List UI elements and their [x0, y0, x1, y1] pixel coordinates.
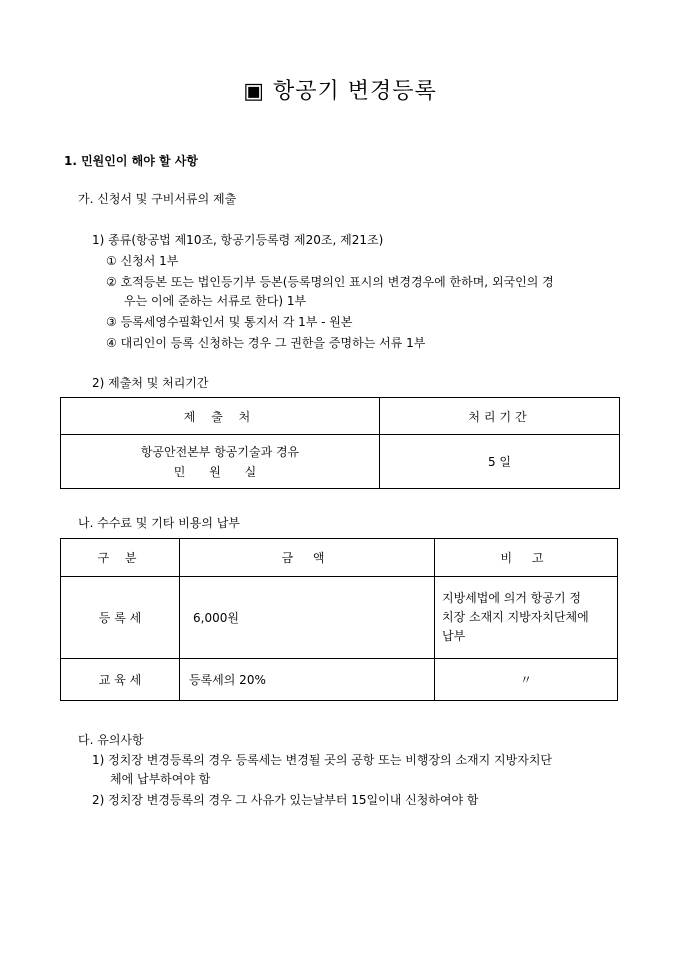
office-line2: 민 원 실 [173, 465, 267, 479]
doc-item-proxy-proof: ④ 대리인이 등록 신청하는 경우 그 권한을 증명하는 서류 1부 [106, 336, 426, 350]
fee-amount-education: 등록세의 20% [180, 659, 435, 701]
note-item-2: 2) 정치장 변경등록의 경우 그 사유가 있는날부터 15일이내 신청하여야 함 [92, 793, 479, 807]
document-types-label: 1) 종류(항공법 제10조, 항공기등록령 제20조, 제21조) [92, 233, 384, 247]
section-heading: 1. 민원인이 해야 할 사항 [64, 154, 198, 168]
header-type: 구 분 [61, 539, 180, 577]
note-line: 치장 소재지 지방자치단체에 [442, 610, 589, 624]
doc-item-tax-receipt: ③ 등록세영수필확인서 및 통지서 각 1부 - 원본 [106, 315, 353, 329]
header-amount: 금 액 [180, 539, 435, 577]
doc-item-application: ① 신청서 1부 [106, 254, 179, 268]
header-note: 비 고 [435, 539, 618, 577]
submission-office-label: 2) 제출처 및 처리기간 [92, 376, 209, 390]
subsection-heading-submission: 가. 신청서 및 구비서류의 제출 [78, 192, 237, 206]
subsection-heading-notes: 다. 유의사항 [78, 733, 144, 747]
office-cell [61, 435, 380, 489]
doc-item-registry-copy-cont: 우는 이에 준하는 서류로 한다) 1부 [124, 294, 307, 308]
fee-type-education: 교 육 세 [61, 659, 180, 701]
note-item-1: 1) 정치장 변경등록의 경우 등록세는 변경될 곳의 공항 또는 비행장의 소재지 지방자치단 [92, 753, 552, 767]
fee-amount-registration: 6,000원 [180, 577, 435, 659]
header-period: 처리기간 [380, 398, 620, 435]
note-line: 지방세법에 의거 항공기 정 [442, 591, 581, 605]
subsection-heading-fees: 나. 수수료 및 기타 비용의 납부 [78, 516, 240, 530]
header-office: 제 출 처 [61, 398, 380, 435]
page-title: ▣ 항공기 변경등록 [243, 79, 437, 104]
note-line: 납부 [442, 629, 466, 643]
period-cell: 5 일 [380, 435, 620, 489]
office-line1: 항공안전본부 항공기술과 경유 [140, 445, 300, 459]
fee-note-education: 〃 [435, 659, 618, 701]
fee-type-registration: 등 록 세 [61, 577, 180, 659]
doc-item-registry-copy: ② 호적등본 또는 법인등기부 등본(등록명의인 표시의 변경경우에 한하며, 외국인의 경 [106, 275, 554, 289]
fee-note-registration [435, 577, 618, 659]
submission-table [60, 397, 620, 489]
note-item-1-cont: 체에 납부하여야 함 [110, 772, 211, 786]
fees-table [60, 538, 618, 701]
